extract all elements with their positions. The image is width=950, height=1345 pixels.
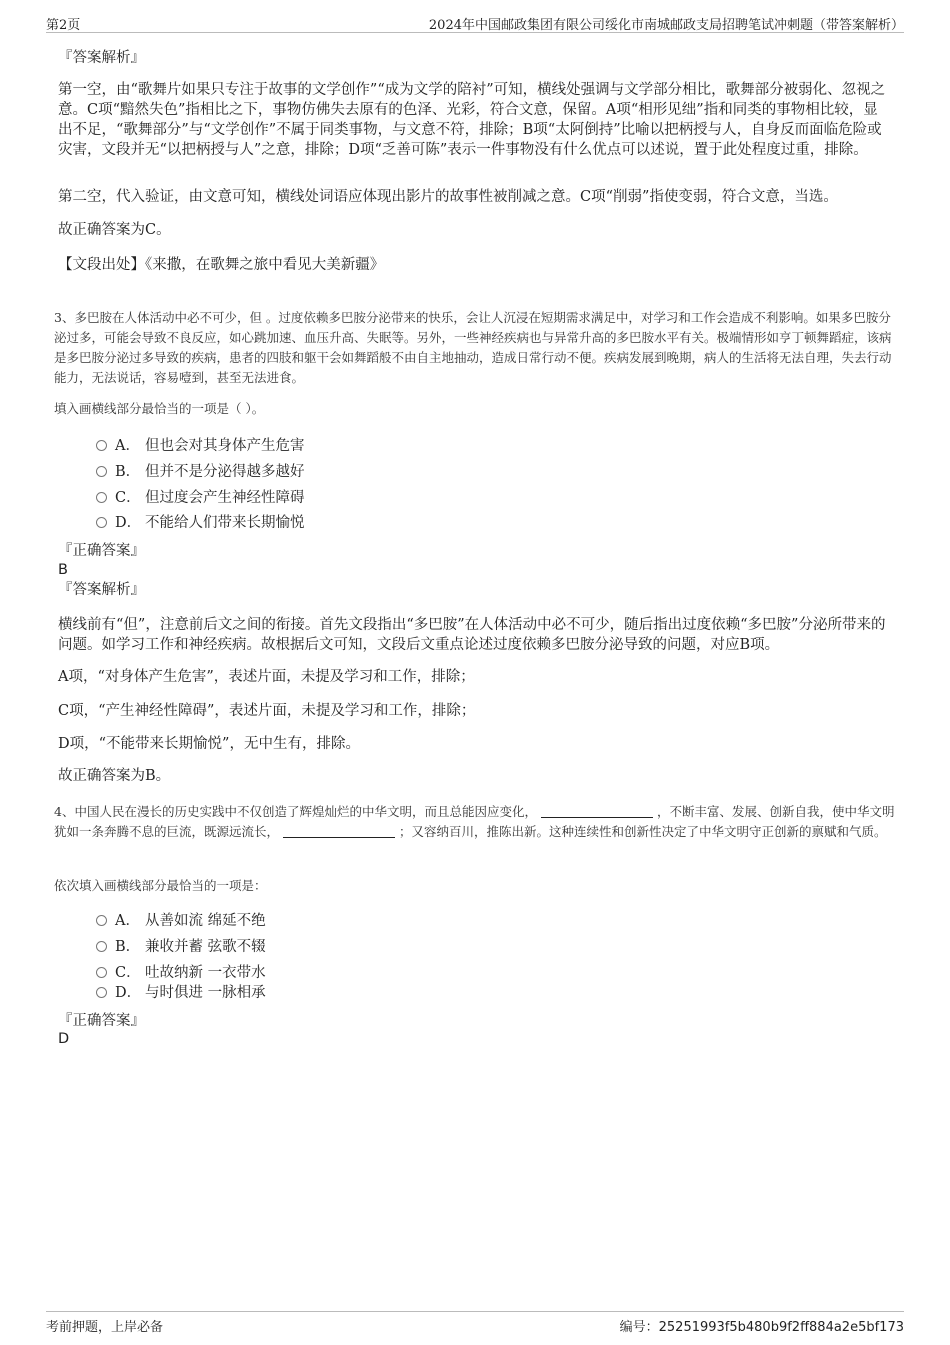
q2-analysis-label: 『答案解析』 xyxy=(58,50,145,66)
radio-icon[interactable] xyxy=(96,967,107,978)
radio-icon[interactable] xyxy=(96,915,107,926)
document-title: 2024年中国邮政集团有限公司绥化市南城邮政支局招聘笔试冲刺题（带答案解析） xyxy=(428,18,904,33)
page-number: 第2页 xyxy=(46,18,81,33)
q3-analysis-para: 横线前有“但”，注意前后文之间的衔接。首先文段指出“多巴胺”在人体活动中必不可少，随后指出过度依赖“多巴胺”分泌所带来的问题。如学习工作和神经疾病。故根据后文可知，文段后文重点论述过度依赖多巴胺分泌导致的问题，对应B项。 xyxy=(58,617,886,653)
q3-analysis-c: C项，“产生神经性障碍”，表述片面，未提及学习和工作，排除； xyxy=(58,703,476,719)
q2-analysis-para1: 第一空，由“歌舞片如果只专注于故事的文学创作”“成为文学的陪衬”可知，横线处强调与文学部分相比，歌舞部分被弱化、忽视之意。C项“黯然失色”指相比之下，事物仿佛失去原有的色泽、光彩，符合文意，保留。A项“相形见绌”指和同类的事物相比较，显出不足，“歌舞部分”与“文学创作”不属于同类事物，与文意不符，排除；B项“太阿倒持”比喻以把柄授与人，自身反而面临危险或灾害，文段并无“以把柄授与人”之意，排除；D项“乏善可陈”表示一件事物没有什么优点可以述说，置于此处程度过重，排除。 xyxy=(58,82,886,158)
page-footer xyxy=(46,1311,904,1337)
blank-line xyxy=(283,825,395,838)
q3-option-c[interactable]: C． 但过度会产生神经性障碍 xyxy=(96,488,305,508)
q3-prompt: 填入画横线部分最恰当的一项是（ ）。 xyxy=(54,401,265,416)
q2-analysis-para2: 第二空，代入验证，由文意可知，横线处词语应体现出影片的故事性被削减之意。C项“削弱”指使变弱，符合文意，当选。 xyxy=(58,189,838,205)
q3-stem: 3、多巴胺在人体活动中必不可少，但 。过度依赖多巴胺分泌带来的快乐，会让人沉浸在短期需求满足中，对学习和工作会造成不利影响。如果多巴胺分泌过多，可能会导致不良反应，如心跳加速、血压升高、失眠等。另外，一些神经疾病也与异常升高的多巴胺水平有关。极端情形如亨丁顿舞蹈症，该病是多巴胺分泌过多导致的疾病，患者的四肢和躯干会如舞蹈般不由自主地抽动，造成日常行动不便。疾病发展到晚期，病人的生活将无法自理，失去行动能力，无法说话，容易噎到，甚至无法进食。 xyxy=(54,310,892,385)
q3-conclusion: 故正确答案为B。 xyxy=(58,768,171,784)
q3-analysis-label: 『答案解析』 xyxy=(58,582,145,598)
q3-option-a[interactable]: A． 但也会对其身体产生危害 xyxy=(96,436,305,456)
radio-icon[interactable] xyxy=(96,987,107,998)
q4-answer: D xyxy=(58,1031,70,1047)
q4-prompt: 依次填入画横线部分最恰当的一项是： xyxy=(54,878,267,893)
q4-option-c[interactable]: C． 吐故纳新 一衣带水 xyxy=(96,963,266,983)
page-header xyxy=(46,14,904,33)
footer-slogan: 考前押题，上岸必备 xyxy=(46,1320,164,1335)
radio-icon[interactable] xyxy=(96,492,107,503)
radio-icon[interactable] xyxy=(96,517,107,528)
q2-source: 【文段出处】《来撒，在歌舞之旅中看见大美新疆》 xyxy=(58,257,385,273)
blank-line xyxy=(541,805,653,818)
q4-option-d[interactable]: D． 与时俱进 一脉相承 xyxy=(96,983,266,1003)
q2-conclusion: 故正确答案为C。 xyxy=(58,222,171,238)
q3-option-b[interactable]: B． 但并不是分泌得越多越好 xyxy=(96,462,305,482)
q4-stem: 4、中国人民在漫长的历史实践中不仅创造了辉煌灿烂的中华文明，而且总能因应变化， ，不断丰富、发展、创新自我，使中华文明犹如一条奔腾不息的巨流，既源远流长， ；又容纳百川，推陈出新。这种连续性和创新性决定了中华文明守正创新的禀赋和气质。 xyxy=(54,804,895,839)
radio-icon[interactable] xyxy=(96,466,107,477)
q4-answer-label: 『正确答案』 xyxy=(58,1013,145,1029)
footer-id: 编号：25251993f5b480b9f2ff884a2e5bf173 xyxy=(619,1320,904,1335)
q3-analysis-d: D项，“不能带来长期愉悦”，无中生有，排除。 xyxy=(58,736,360,752)
q4-option-b[interactable]: B． 兼收并蓄 弦歌不辍 xyxy=(96,937,266,957)
q3-answer-label: 『正确答案』 xyxy=(58,543,145,559)
radio-icon[interactable] xyxy=(96,941,107,952)
q3-analysis-a: A项，“对身体产生危害”，表述片面，未提及学习和工作，排除； xyxy=(58,669,475,685)
q3-answer: B xyxy=(58,562,68,578)
radio-icon[interactable] xyxy=(96,440,107,451)
q3-option-d[interactable]: D． 不能给人们带来长期愉悦 xyxy=(96,513,305,533)
q4-option-a[interactable]: A． 从善如流 绵延不绝 xyxy=(96,911,266,931)
